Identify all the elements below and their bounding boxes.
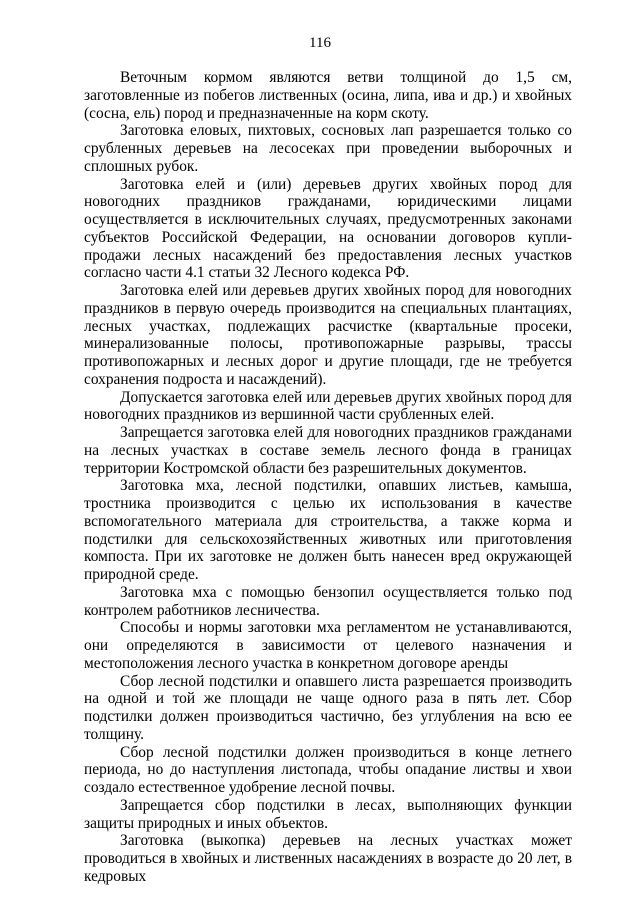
body-text [84,69,572,886]
paragraph: Допускается заготовка елей или деревьев других хвойных пород для новогодних праздников из вершинной части срубленных елей. [84,388,572,424]
paragraph: Способы и нормы заготовки мха регламентом не устанавливаются, они определяются в зависимости от целевого назначения и местоположения лесного участка в конкретном договоре аренды [84,619,572,672]
paragraph: Запрещается заготовка елей для новогодних праздников гражданами на лесных участках в составе земель лесного фонда в границах территории Костромской области без разрешительных документов. [84,424,572,477]
paragraph: Заготовка (выкопка) деревьев на лесных участках может проводиться в хвойных и лиственных насаждениях в возрасте до 20 лет, в кедровых [84,832,572,885]
paragraph: Сбор лесной подстилки и опавшего листа разрешается производить на одной и той же площади не чаще одного раза в пять лет. Сбор подстилки должен производиться частично, без углубления на всю ее толщину. [84,672,572,743]
paragraph: Веточным кормом являются ветви толщиной до 1,5 см, заготовленные из побегов лиственных (осина, липа, ива и др.) и хвойных (сосна, ель) пород и предназначенные на корм скоту. [84,69,572,122]
paragraph: Заготовка еловых, пихтовых, сосновых лап разрешается только со срубленных деревьев на лесосеках при проведении выборочных и сплошных рубок. [84,122,572,175]
paragraph: Заготовка елей или деревьев других хвойных пород для новогодних праздников в первую очередь производится на специальных плантациях, лесных участках, подлежащих расчистке (квартальные просеки, минерализованные полосы, противопожарные разрывы, трассы противопожарных и лесных дорог и другие площади, где не требуется сохранения подроста и насаждений). [84,282,572,388]
paragraph: Сбор лесной подстилки должен производиться в конце летнего периода, но до наступления листопада, чтобы опадание листвы и хвои создало естественное удобрение лесной почвы. [84,743,572,796]
paragraph: Запрещается сбор подстилки в лесах, выполняющих функции защиты природных и иных объектов. [84,796,572,832]
paragraph: Заготовка мха, лесной подстилки, опавших листьев, камыша, тростника производится с целью их использования в качестве вспомогательного материала для строительства, а также корма и подстилки для сельскохозяйственных животных или приготовления компоста. При их заготовке не должен быть нанесен вред окружающей природной среде. [84,477,572,583]
paragraph: Заготовка мха с помощью бензопил осуществляется только под контролем работников лесничества. [84,583,572,619]
page-number: 116 [309,35,331,51]
paragraph: Заготовка елей и (или) деревьев других хвойных пород для новогодних праздников гражданами, юридическими лицами осуществляется в исключительных случаях, предусмотренных законами субъектов Российской Федерации, на основании договоров купли-продажи лесных насаждений без предоставления лесных участков согласно части 4.1 статьи 32 Лесного кодекса РФ. [84,175,572,282]
